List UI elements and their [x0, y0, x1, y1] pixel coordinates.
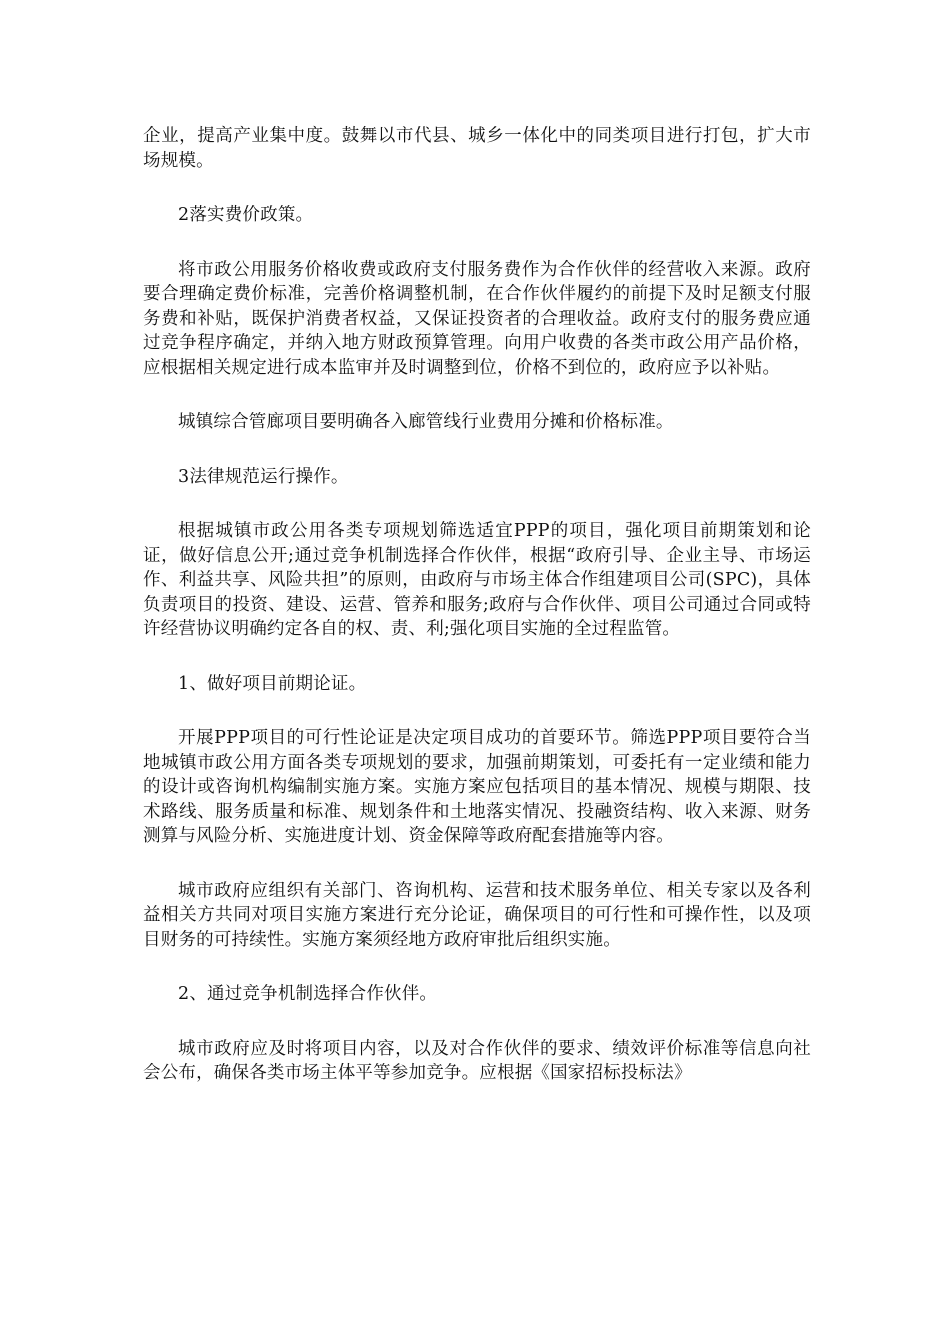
subheading-partner-selection: 2、通过竞争机制选择合作伙伴。	[178, 984, 438, 1004]
paragraph-feasibility: 开展PPP项目的可行性论证是决定项目成功的首要环节。筛选PPP项目要符合当地城镇市政公用方面各类专项规划的要求，加强前期策划，可委托有一定业绩和能力的设计或咨询机构编制实施方案。实施方案应包括项目的基本情况、规模与期限、技术路线、服务质量和标准、规划条件和土地落实情况、投融资结构、收入来源、财务测算与风险分析、实施进度计划、资金保障等政府配套措施等内容。	[143, 728, 811, 846]
section-heading-price-policy: 2落实费价政策。	[178, 205, 314, 225]
paragraph-legal-operation: 根据城镇市政公用各类专项规划筛选适宜PPP的项目，强化项目前期策划和论证，做好信息公开;通过竞争机制选择合作伙伴，根据“政府引导、企业主导、市场运作、利益共享、风险共担”的原则，由政府与市场主体合作组建项目公司(SPC)，具体负责项目的投资、建设、运营、管养和服务;政府与合作伙伴、项目公司通过合同或特许经营协议明确约定各自的权、责、利;强化项目实施的全过程监管。	[143, 521, 811, 639]
paragraph-partner-selection: 城市政府应及时将项目内容，以及对合作伙伴的要求、绩效评价标准等信息向社会公布，确保各类市场主体平等参加竞争。应根据《国家招标投标法》	[143, 1038, 811, 1083]
paragraph-continuation: 企业，提高产业集中度。鼓舞以市代县、城乡一体化中的同类项目进行打包，扩大市场规模。	[143, 126, 811, 171]
paragraph-price-policy: 将市政公用服务价格收费或政府支付服务费作为合作伙伴的经营收入来源。政府要合理确定费价标准，完善价格调整机制，在合作伙伴履约的前提下及时足额支付服务费和补贴，既保护消费者权益，又保证投资者的合理收益。政府支付的服务费应通过竞争程序确定，并纳入地方财政预算管理。向用户收费的各类市政公用产品价格，应根据相关规定进行成本监审并及时调整到位，价格不到位的，政府应予以补贴。	[143, 259, 811, 378]
paragraph-demonstration: 城市政府应组织有关部门、咨询机构、运营和技术服务单位、相关专家以及各利益相关方共同对项目实施方案进行充分论证，确保项目的可行性和可操作性，以及项目财务的可持续性。实施方案须经地方政府审批后组织实施。	[143, 880, 811, 950]
section-heading-legal-operation: 3法律规范运行操作。	[178, 466, 349, 487]
paragraph-utility-tunnel: 城镇综合管廊项目要明确各入廊管线行业费用分摊和价格标准。	[178, 412, 674, 432]
document-body	[143, 124, 811, 1116]
subheading-feasibility: 1、做好项目前期论证。	[178, 673, 367, 694]
